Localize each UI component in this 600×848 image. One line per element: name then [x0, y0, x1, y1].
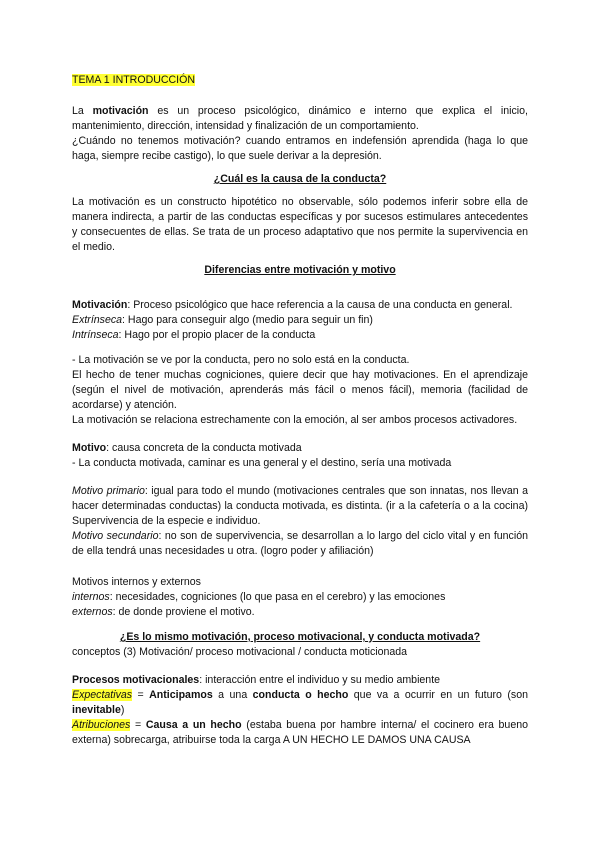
externos-definition: externos: de donde proviene el motivo.	[72, 606, 255, 618]
cogniciones-paragraph: El hecho de tener muchas cogniciones, quiere decir que hay motivaciones. En el aprendizaje (según el nivel de motivación, aprenderás más fácil o menos fácil), memoria (facilidad de acordarse) y atención.	[72, 369, 528, 411]
motivo-primario: Motivo primario: igual para todo el mundo (motivaciones centrales que son innatas, nos llevan a hacer determinadas conductas) la conducta motivada, es distinta. (ir a la cafetería o a la cocina) Supervivencia de la especie e individuo.	[72, 485, 528, 527]
intrinseca-definition: Intrínseca: Hago por el propio placer de la conducta	[72, 329, 316, 341]
section-heading-proceso: ¿Es lo mismo motivación, proceso motivacional, y conducta motivada?	[119, 631, 481, 643]
atribuciones-definition: Atribuciones = Causa a un hecho (estaba buena por hambre interna/ el cocinero era bueno externa) sobrecarga, atribuirse toda la carga A UN HECHO LE DAMOS UNA CAUSA	[72, 719, 528, 746]
intro-paragraph: La motivación es un proceso psicológico, dinámico e interno que explica el inicio, mantenimiento, dirección, intensidad y finalización de un comportamiento.	[72, 105, 528, 132]
causa-paragraph: La motivación es un constructo hipotético no observable, sólo podemos inferir sobre ella de manera indirecta, a partir de las conductas específicas y por sucesos estimulares antecedentes y consecuentes de ellas. Se trata de un proceso adaptativo que nos permite la supervivencia en el medio.	[72, 196, 528, 253]
motivacion-bullet: - La motivación se ve por la conducta, pero no solo está en la conducta.	[72, 354, 410, 366]
emocion-paragraph: La motivación se relaciona estrechamente con la emoción, al ser ambos procesos activadores.	[72, 414, 518, 426]
motivacion-definition: Motivación: Proceso psicológico que hace referencia a la causa de una conducta en general.	[72, 299, 513, 311]
document-page	[72, 73, 528, 748]
conceptos-line: conceptos (3) Motivación/ proceso motivacional / conducta moticionada	[72, 646, 408, 658]
extrinseca-definition: Extrínseca: Hago para conseguir algo (medio para seguir un fin)	[72, 314, 373, 326]
internos-definition: internos: necesidades, cogniciones (lo que pasa en el cerebro) y las emociones	[72, 591, 446, 603]
section-heading-diferencias: Diferencias entre motivación y motivo	[204, 264, 396, 276]
motivo-secundario: Motivo secundario: no son de supervivencia, se desarrollan a lo largo del ciclo vital y en función de ella tendrá unas necesidades u otra. (logro poder y afiliación)	[72, 530, 528, 557]
internos-externos-title: Motivos internos y externos	[72, 576, 201, 588]
document-title: TEMA 1 INTRODUCCIÓN	[72, 74, 196, 86]
expectativas-definition: Expectativas = Anticipamos a una conducta o hecho que va a ocurrir en un futuro (son inevitable)	[72, 689, 528, 716]
motivo-definition: Motivo: causa concreta de la conducta motivada	[72, 442, 302, 454]
procesos-definition: Procesos motivacionales: interacción entre el individuo y su medio ambiente	[72, 674, 441, 686]
motivo-bullet: - La conducta motivada, caminar es una general y el destino, sería una motivada	[72, 457, 452, 469]
section-heading-causa: ¿Cuál es la causa de la conducta?	[213, 173, 387, 185]
intro-question: ¿Cuándo no tenemos motivación? cuando entramos en indefensión aprendida (haga lo que haga, siempre recibe castigo), lo que suele derivar a la depresión.	[72, 135, 528, 162]
